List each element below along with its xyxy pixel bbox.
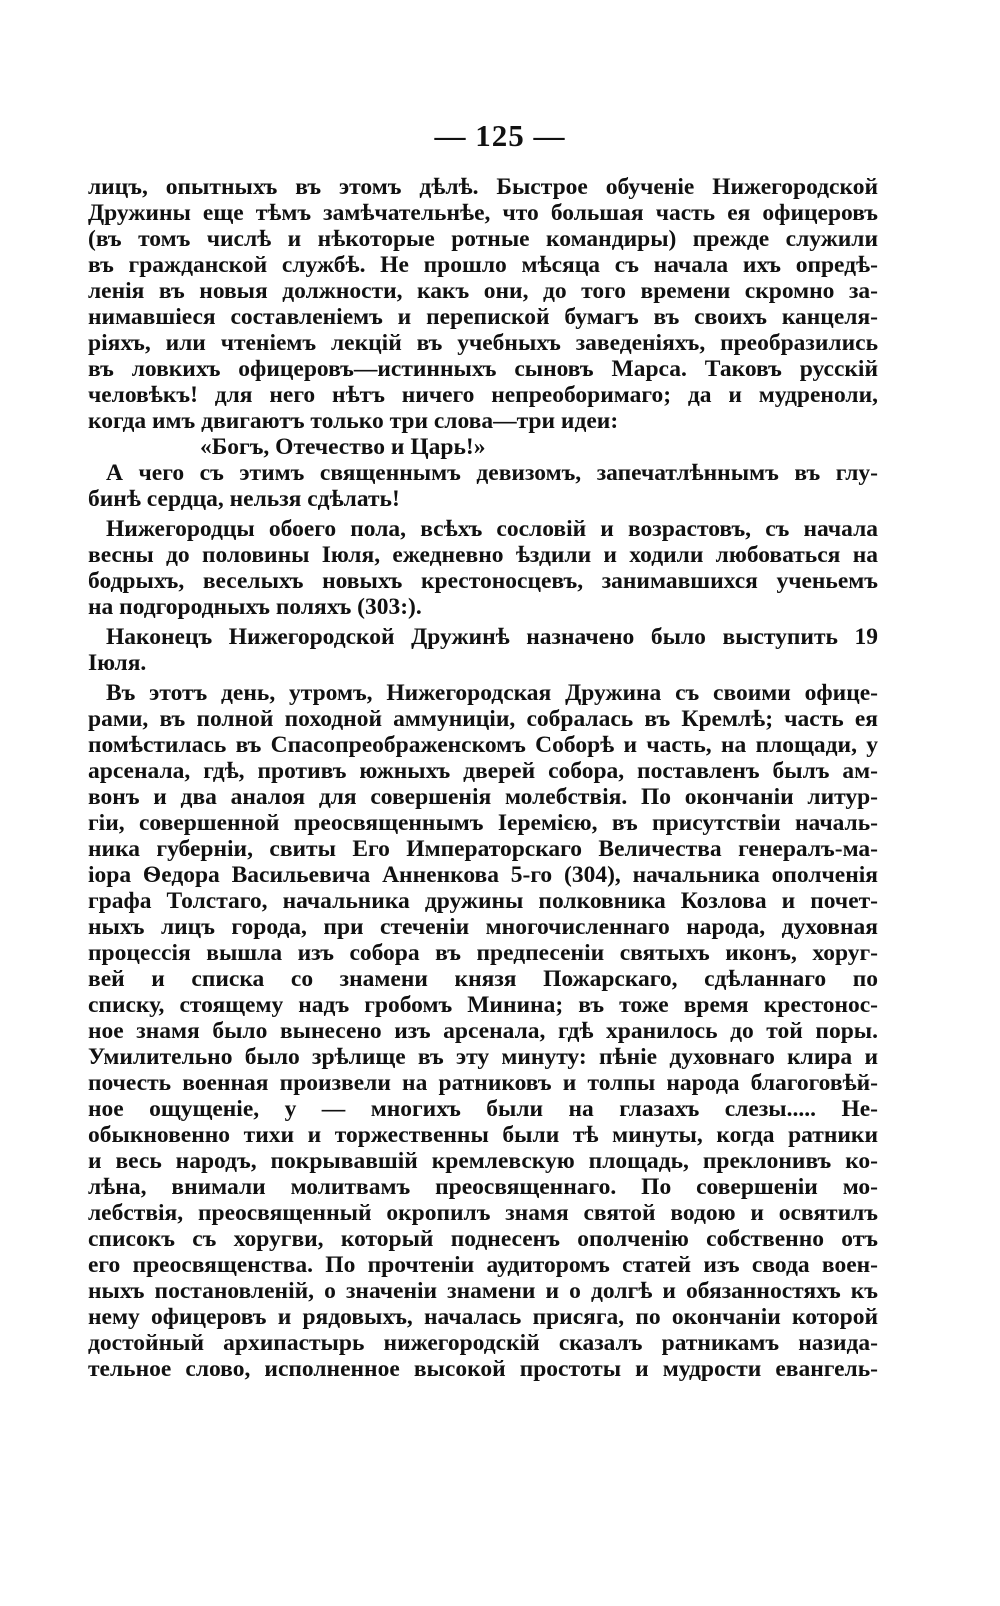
text-line: Въ этотъ день, утромъ, Нижегородская Дружина съ своими офице- [106, 680, 878, 706]
text-line: помѣстилась въ Спасопреображенскомъ Соборѣ и часть, на площади, у [88, 732, 878, 758]
text-line: ное знамя было вынесено изъ арсенала, гдѣ хранилось до той поры. [88, 1018, 878, 1044]
text-line: бодрыхъ, веселыхъ новыхъ крестоносцевъ, занимавшихся ученьемъ [88, 568, 878, 594]
text-line: человѣкъ! для него нѣтъ ничего непреоборимаго; да и мудреноли, [88, 382, 878, 408]
text-line: ное ощущеніе, у — многихъ были на глазахъ слезы..... Не- [88, 1096, 878, 1122]
text-line: лебствія, преосвященный окропилъ знамя святой водою и освятилъ [88, 1200, 878, 1226]
text-line: арсенала, гдѣ, противъ южныхъ дверей собора, поставленъ былъ ам- [88, 758, 878, 784]
text-line: ныхъ постановленій, о значеніи знамени и о долгѣ и обязанностяхъ къ [88, 1278, 878, 1304]
text-line: гіи, совершенной преосвященнымъ Іеремією, въ присутствіи началь- [88, 810, 878, 836]
text-line: обыкновенно тихи и торжественны были тѣ минуты, когда ратники [88, 1122, 878, 1148]
text-line: процессія вышла изъ собора въ предпесеніи святыхъ иконъ, хоруг- [88, 940, 878, 966]
text-line: весны до половины Іюля, ежедневно ѣздили и ходили любоваться на [88, 542, 878, 568]
text-line: Нижегородцы обоего пола, всѣхъ сословій и возрастовъ, съ начала [106, 516, 878, 542]
text-line: вонъ и два аналоя для совершенія молебствія. По окончаніи литур- [88, 784, 878, 810]
text-line: іора Ѳедора Васильевича Анненкова 5-го (304), начальника ополченія [88, 862, 878, 888]
text-line: ныхъ лицъ города, при стеченіи многочисленнаго народа, духовная [88, 914, 878, 940]
text-line: ріяхъ, или чтеніемъ лекцій въ учебныхъ заведеніяхъ, преобразились [88, 330, 878, 356]
text-line: (въ томъ числѣ и нѣкоторые ротные командиры) прежде служили [88, 226, 878, 252]
text-line: Іюля. [88, 650, 147, 676]
text-line: нимавшіеся составленіемъ и перепиской бумагъ въ своихъ канцеля- [88, 304, 878, 330]
text-line: ленія въ новыя должности, какъ они, до того времени скромно за- [88, 278, 878, 304]
text-line: бинѣ сердца, нельзя сдѣлать! [88, 486, 400, 512]
text-line: лицъ, опытныхъ въ этомъ дѣлѣ. Быстрое обученіе Нижегородской [88, 174, 878, 200]
text-line: списокъ съ хоругви, который поднесенъ ополченію собственно отъ [88, 1226, 878, 1252]
text-line: достойный архипастырь нижегородскій сказалъ ратникамъ назида- [88, 1330, 878, 1356]
text-line: и весь народъ, покрывавшій кремлевскую площадь, преклонивъ ко- [88, 1148, 878, 1174]
text-line: нему офицеровъ и рядовыхъ, началась присяга, по окончаніи которой [88, 1304, 878, 1330]
text-line: въ ловкихъ офицеровъ—истинныхъ сыновъ Марса. Таковъ русскій [88, 356, 878, 382]
text-line: А чего съ этимъ священнымъ девизомъ, запечатлѣннымъ въ глу- [106, 460, 878, 486]
text-line: Умилительно было зрѣлище въ эту минуту: пѣніе духовнаго клира и [88, 1044, 878, 1070]
body-text [88, 174, 878, 1382]
text-line: его преосвященства. По прочтеніи аудиторомъ статей изъ свода воен- [88, 1252, 878, 1278]
page-number: — 125 — [434, 118, 566, 153]
text-line: рами, въ полной походной аммуниціи, собралась въ Кремлѣ; часть ея [88, 706, 878, 732]
text-line: списку, стоящему надъ гробомъ Минина; въ тоже время крестонос- [88, 992, 878, 1018]
text-line: въ гражданской службѣ. Не прошло мѣсяца съ начала ихъ опредѣ- [88, 252, 878, 278]
text-line: ника губерніи, свиты Его Императорскаго Величества генералъ-ма- [88, 836, 878, 862]
text-line: на подгородныхъ поляхъ (303:). [88, 594, 422, 620]
text-line: тельное слово, исполненное высокой простоты и мудрости евангель- [88, 1356, 878, 1382]
text-line: графа Толстаго, начальника дружины полковника Козлова и почет- [88, 888, 878, 914]
motto-quote: «Богъ, Отечество и Царь!» [200, 434, 486, 460]
text-line: почесть военная произвели на ратниковъ и толпы народа благоговѣй- [88, 1070, 878, 1096]
text-line: вей и списка со знамени князя Пожарскаго, сдѣланнаго по [88, 966, 878, 992]
text-line: Наконецъ Нижегородской Дружинѣ назначено было выступить 19 [106, 624, 878, 650]
text-line: лѣна, внимали молитвамъ преосвященнаго. По совершеніи мо- [88, 1174, 878, 1200]
text-line: когда имъ двигаютъ только три слова—три идеи: [88, 408, 619, 434]
text-line: Дружины еще тѣмъ замѣчательнѣе, что большая часть ея офицеровъ [88, 200, 878, 226]
